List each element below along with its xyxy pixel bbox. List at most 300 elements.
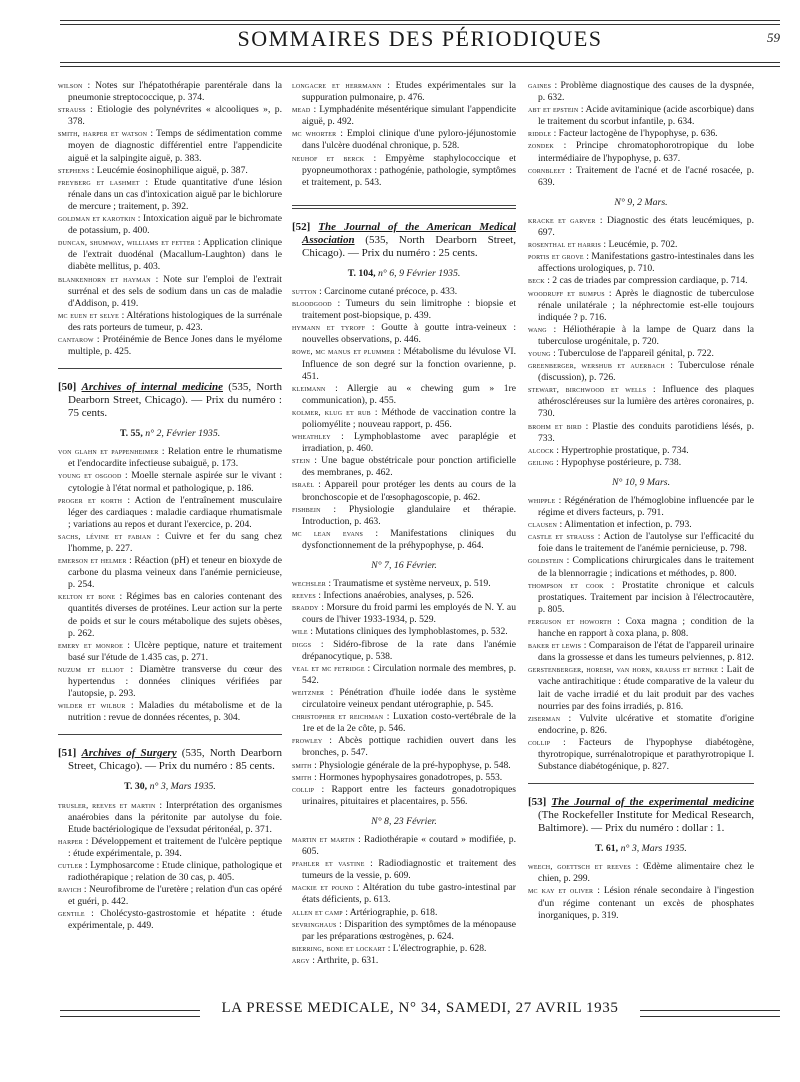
issue-date: N° 9, 2 Mars.: [614, 196, 668, 208]
article-title: : Leucémie, p. 702.: [601, 239, 678, 251]
article-entry: [292, 346, 516, 382]
header-rule-top: [60, 20, 780, 25]
issue-date: n° 2, Février 1935.: [145, 428, 221, 440]
article-title: : L'électrographie, p. 628.: [385, 942, 487, 954]
article-authors: cutler: [58, 860, 83, 870]
article-title: : Leucémie éosinophilique aiguë, p. 387.: [89, 164, 248, 176]
article-entry: [58, 165, 282, 177]
article-authors: israël: [292, 480, 315, 490]
article-entry: [58, 446, 282, 470]
article-entry: [58, 640, 282, 664]
article-title: : Développement et traitement de l'ulcère peptique : étude expérimentale, p. 394.: [68, 835, 282, 859]
article-authors: pfahler et vastine: [292, 859, 365, 869]
article-title: : Lymphadénite mésentérique simulant l'appendicite aiguë, p. 492.: [302, 104, 516, 128]
article-entry: [528, 616, 754, 640]
article-entry: [292, 907, 516, 919]
article-authors: cornbleet: [528, 165, 566, 175]
article-entry: [528, 713, 754, 737]
article-entry: [528, 384, 754, 420]
article-entry: [58, 860, 282, 884]
column-right: [528, 80, 754, 922]
journal-heading: [58, 381, 282, 420]
section-divider: [292, 205, 516, 209]
journal-name: Archives of internal medicine: [81, 381, 224, 394]
article-authors: collip: [528, 737, 551, 747]
article-authors: wilder et wilbur: [58, 701, 126, 711]
article-entry: [292, 578, 516, 590]
article-title: : Luxation costo-vertébrale de la 1re et de la 2e côte, p. 546.: [302, 711, 516, 735]
article-entry: [292, 383, 516, 407]
article-title: : Traitement de l'acné et de l'acné rosacée, p. 639.: [538, 164, 754, 188]
issue-heading: [292, 816, 516, 828]
article-title: : Coxa magna ; condition de la hanche en rapport à coxa plana, p. 808.: [538, 615, 754, 640]
journal-details: (The Rockefeller Institute for Medical Research, Baltimore). — Prix du numéro : dollar : 1.: [538, 809, 754, 835]
article-title: : Mutations cliniques des lymphoblastomes, p. 532.: [307, 626, 508, 638]
article-title: : Allergie au « chewing gum » 1re communication), p. 455.: [302, 382, 516, 406]
article-entry: [292, 602, 516, 626]
article-entry: [528, 275, 754, 287]
article-authors: rosenthal et harris: [528, 240, 601, 250]
article-entry: [292, 858, 516, 882]
article-authors: longacre et herrmann: [292, 81, 382, 90]
article-entry: [528, 104, 754, 128]
article-authors: baker et lewis: [528, 641, 582, 651]
article-entry: [292, 919, 516, 943]
article-entry: [58, 908, 282, 932]
article-authors: stein: [292, 456, 310, 466]
article-entry: [528, 737, 754, 773]
article-entry: [292, 298, 516, 322]
article-title: : Tumeurs du sein limitrophe : biopsie et traitement post-biopsique, p. 439.: [302, 298, 516, 322]
article-title: : Traumatisme et système nerveux, p. 519.: [325, 578, 491, 590]
article-title: : Complications chirurgicales dans le traitement de la blennorragie ; indications et méthodes, p. 800.: [538, 555, 754, 579]
article-title: : Principe chromatophorotropique du lobe intermédiaire de l'hypophyse, p. 637.: [538, 140, 754, 164]
article-title: : Note sur l'emploi de l'extrait surrénal et des sels de sodium dans un cas de maladie d'Addison, p. 419.: [68, 273, 282, 309]
article-authors: proger et korth: [58, 495, 123, 505]
issue-heading: [528, 197, 754, 209]
article-authors: young et osgood: [58, 471, 122, 481]
article-title: : Radiothérapie « coutard » modifiée, p. 605.: [302, 833, 516, 858]
article-entry: [58, 555, 282, 591]
article-entry: [292, 286, 516, 298]
article-title: : Radiodiagnostic et traitement des tumeurs de la vessie, p. 609.: [302, 858, 516, 882]
issue-volume: T. 30,: [124, 781, 148, 793]
article-title: : Hypertrophie prostatique, p. 734.: [553, 444, 689, 456]
journal-number: [52]: [292, 220, 311, 233]
article-authors: veal et mc fetridge: [292, 663, 365, 673]
article-authors: freyberg et lashmet: [58, 177, 140, 187]
article-authors: blankenhorn et hayman: [58, 274, 151, 284]
article-entry: [58, 664, 282, 700]
issue-volume: T. 61,: [595, 843, 619, 855]
article-authors: christopher et reichman: [292, 712, 384, 722]
article-title: : Infections anaérobies, analyses, p. 526.: [315, 590, 474, 602]
article-entry: [58, 800, 282, 836]
article-entry: [292, 455, 516, 479]
article-title: : Tuberculose rénale (discussion), p. 726.: [538, 360, 754, 384]
article-authors: kolmer, klug et rub: [292, 407, 371, 417]
article-authors: thompson et cook: [528, 580, 604, 590]
article-entry: [292, 834, 516, 858]
article-authors: alcock: [528, 445, 554, 455]
article-title: : Problème diagnostique des causes de la dyspnée, p. 632.: [538, 80, 754, 104]
section-divider: [58, 368, 282, 369]
article-title: : Prostatite chronique et calculs prostatiques. Traitement par incision à l'électrocautère, p. 805.: [538, 579, 754, 615]
issue-volume: T. 55,: [119, 428, 143, 440]
article-entry: [528, 165, 754, 189]
article-entry: [292, 639, 516, 663]
article-authors: sachs, lévine et fabian: [58, 531, 152, 541]
article-title: : Une bague obstétricale pour ponction artificielle des membranes, p. 462.: [302, 455, 516, 479]
article-entry: [58, 836, 282, 860]
article-entry: [292, 104, 516, 128]
article-authors: duncan, shumway, williams et fetter: [58, 238, 195, 248]
article-authors: rowe, mc manus et plummer: [292, 347, 395, 357]
journal-name: Archives of Surgery: [81, 747, 177, 760]
article-entry: [292, 431, 516, 455]
article-title: : Altération du tube gastro-intestinal par états déficients, p. 613.: [302, 882, 517, 906]
article-entry: [292, 784, 516, 808]
article-title: : Après le diagnostic de tuberculose rénale unilatérale ; la néphrectomie est-elle toujours indiquée ? p. 716.: [538, 287, 755, 323]
article-authors: gerstenberger, horesh, van horn, krauss et bethke: [528, 665, 719, 675]
article-authors: neuhof et berck: [292, 153, 365, 163]
article-entry: [58, 237, 282, 273]
article-title: : Altérations histologiques de la surrénale des rats porteurs de tumeur, p. 423.: [68, 309, 282, 333]
article-authors: strauss: [58, 105, 86, 115]
article-authors: mc euen et selye: [58, 310, 119, 320]
article-title: : Diamètre transverse du cœur des hypertendus : données cliniques vérifiées par l'autopsie, p. 293.: [68, 663, 282, 700]
article-authors: weech, goettsch et reeves: [528, 862, 631, 872]
article-entry: [528, 519, 754, 531]
article-title: : Tuberculose de l'appareil génital, p. 722.: [550, 347, 714, 359]
article-entry: [58, 700, 282, 724]
article-entry: [292, 735, 516, 759]
article-authors: greenberger, wershub et auerbach: [528, 361, 665, 371]
article-entry: [58, 470, 282, 494]
article-authors: diggs: [292, 639, 312, 649]
article-entry: [292, 882, 516, 906]
article-title: : Disparition des symptômes de la ménopause par les préparations œstrogènes, p. 624.: [302, 918, 516, 942]
article-authors: ferguson et howorth: [528, 616, 612, 626]
article-authors: geiling: [528, 457, 554, 467]
article-authors: bloodgood: [292, 299, 332, 309]
article-title: : Influence des plaques athéroscléreuses sur la lumière des artères coronaires, p. 730.: [538, 384, 755, 420]
article-title: : Lésion rénale secondaire à l'ingestion d'un régime contenant un excès de phosphates inorganiques, p. 319.: [538, 885, 754, 921]
article-authors: goldman et karotkin: [58, 214, 136, 224]
footer-title: LA PRESSE MEDICALE, N° 34, SAMEDI, 27 AVRIL 1935: [200, 1000, 640, 1017]
issue-heading: [292, 268, 516, 280]
article-authors: mead: [292, 105, 311, 115]
article-authors: allen et camp: [292, 907, 343, 917]
article-authors: reeves: [292, 591, 316, 601]
article-authors: whipple: [528, 496, 556, 505]
article-entry: [292, 322, 516, 346]
article-entry: [58, 310, 282, 334]
article-entry: [292, 80, 516, 104]
article-entry: [58, 274, 282, 310]
footer-rule-right: [640, 1010, 780, 1017]
article-authors: ravich: [58, 885, 82, 895]
article-title: : Interprétation des organismes anaérobies dans la péritonite par autolyse du foie. Etude bactériologique de l'exsudat péritonéal, p. 371.: [68, 799, 282, 835]
article-authors: gentile: [58, 909, 85, 919]
article-title: : Lymphosarcome : Etude clinique, pathologique et radiothérapique ; relation de 30 cas, p. 405.: [68, 859, 282, 884]
article-entry: [292, 153, 516, 189]
article-title: : Plastie des conduits parotidiens lésés, p. 733.: [538, 420, 754, 444]
article-authors: stewart, birchwood et wells: [528, 385, 647, 395]
journal-heading: [528, 796, 754, 835]
article-title: : Application clinique de l'extrait duodénal (Macallum-Laughton) dans le diabète mellitus, p. 403.: [68, 237, 282, 273]
article-authors: gaines: [528, 81, 552, 90]
article-title: : Goutte à goutte intra-veineux : nouvelles observations, p. 446.: [302, 322, 517, 346]
journal-details: (535, North Dearborn Street, Chicago). — Prix du numéro : 25 cents.: [302, 233, 516, 259]
article-authors: harper: [58, 836, 83, 846]
article-title: : Etude quantitative d'une lésion rénale dans un cas d'intoxication aiguë par le bichlorure de mercure ; traitement, p. 392.: [68, 176, 282, 212]
article-title: : Intoxication aiguë par le bichromate de potassium, p. 400.: [68, 213, 282, 237]
article-entry: [528, 457, 754, 469]
article-title: : Action de l'entraînement musculaire léger des cardiaques : maladie cardiaque rhumatismale ; variations au repos et durant l'exercice, p. 204.: [68, 494, 282, 530]
article-authors: hymann et tyroff: [292, 323, 366, 333]
article-entry: [292, 407, 516, 431]
article-title: : Réaction (pH) et teneur en bioxyde de carbone du plasma veineux dans l'anémie pernicieuse, p. 254.: [68, 555, 282, 591]
article-entry: [292, 955, 516, 967]
article-title: : Sidéro-fibrose de la rate dans l'anémie drépanocytique, p. 538.: [302, 638, 516, 662]
article-title: : Carcinome cutané précoce, p. 433.: [316, 285, 458, 297]
article-entry: [58, 531, 282, 555]
article-entry: [528, 80, 754, 104]
section-divider: [528, 783, 754, 784]
issue-date: N° 10, 9 Mars.: [611, 476, 671, 488]
article-authors: smith: [292, 760, 312, 770]
article-entry: [58, 591, 282, 639]
article-title: : Abcès pottique rachidien ouvert dans les bronches, p. 547.: [302, 735, 516, 759]
article-entry: [292, 528, 516, 552]
article-title: : Pénétration d'huile iodée dans le système circulatoire veineux pendant utérographie, p. 545.: [302, 686, 516, 711]
article-authors: castle et strauss: [528, 532, 595, 542]
article-title: : Vulvite ulcérative et stomatite d'origine endocrine, p. 826.: [538, 712, 754, 736]
page-footer: [60, 1000, 780, 1020]
article-authors: frowley: [292, 736, 323, 746]
column-middle: [292, 80, 516, 967]
article-entry: [528, 531, 754, 555]
article-title: : Facteurs de l'hypophyse diabétogène, thyrotropique, surrénalotropique et parathyrotropique I. Substance diabétogénique, p. 827.: [538, 736, 754, 773]
article-entry: [528, 215, 754, 239]
article-title: : Régimes bas en calories contenant des quantités diverses de protéines. Leur action sur la perte de poids et sur le cours métabolique des sujets obèses, p. 262.: [68, 591, 282, 639]
article-title: : Hormones hypophysaires gonadotropes, p. 553.: [311, 771, 503, 783]
article-authors: kracke et garver: [528, 215, 596, 225]
article-authors: stephens: [58, 165, 90, 175]
article-authors: von glahn et pappenheimer: [58, 447, 159, 457]
journal-details: (535, North Dearborn Street, Chicago). — Prix du numéro : 85 cents.: [68, 747, 283, 773]
article-authors: argy: [292, 955, 310, 965]
article-entry: [58, 884, 282, 908]
article-authors: cantarow: [58, 334, 94, 344]
article-authors: woodruff et bumpus: [528, 288, 605, 298]
article-entry: [292, 504, 516, 528]
issue-volume: T. 104,: [347, 267, 376, 279]
article-entry: [528, 348, 754, 360]
article-entry: [292, 772, 516, 784]
article-title: : Emploi clinique d'une pyloro-jéjunostomie dans l'ulcère duodénal chronique, p. 528.: [302, 128, 516, 152]
article-entry: [292, 760, 516, 772]
article-title: : Lait de vache antirachitique : étude comparative de la valeur du lait de vache irradié et du lait produit par des vaches nourries par des foins irradiés, p. 816.: [538, 664, 754, 712]
article-title: : Temps de sédimentation comme moyen de diagnostic différentiel entre l'appendicite aiguë et la salpingite aiguë, p. 383.: [68, 128, 282, 164]
article-authors: fishbein: [292, 504, 321, 514]
article-title: : Œdème alimentaire chez le chien, p. 299.: [538, 861, 754, 885]
article-authors: beck: [528, 276, 545, 286]
article-entry: [528, 421, 754, 445]
article-title: : Lymphoblastome avec paraplégie et irradiation, p. 460.: [302, 431, 516, 455]
article-entry: [528, 640, 754, 664]
article-entry: [528, 664, 754, 712]
article-authors: wechsler: [292, 579, 326, 589]
journal-heading: [58, 747, 282, 773]
article-authors: zondek: [528, 141, 554, 151]
article-entry: [292, 590, 516, 602]
article-authors: wang: [528, 324, 547, 334]
page-title: SOMMAIRES DES PÉRIODIQUES: [237, 26, 603, 51]
issue-date: N° 8, 23 Février.: [371, 815, 437, 827]
article-authors: kelton et bone: [58, 592, 116, 602]
article-authors: sutton: [292, 286, 317, 296]
article-title: : Méthode de vaccination contre la poliomyélite ; nouveau rapport, p. 456.: [302, 406, 517, 430]
article-authors: riddle: [528, 129, 552, 139]
article-authors: mackie et pound: [292, 883, 354, 893]
article-authors: mc lean evans: [292, 528, 364, 538]
article-entry: [528, 324, 754, 348]
article-entry: [528, 128, 754, 140]
journal-heading: [292, 221, 516, 260]
article-title: : Physiologie générale de la pré-hypophyse, p. 548.: [311, 759, 511, 771]
article-title: : Relation entre le rhumatisme et l'endocardite infectieuse subaiguë, p. 173.: [68, 446, 282, 470]
article-title: : Arthrite, p. 631.: [309, 954, 379, 966]
article-entry: [292, 687, 516, 711]
article-authors: young: [528, 348, 551, 358]
journal-number: [51]: [58, 747, 77, 760]
page-number: 59: [767, 30, 780, 45]
article-entry: [58, 334, 282, 358]
article-authors: martin et martin: [292, 834, 355, 844]
article-title: : Manifestations gastro-intestinales dans les affections urologiques, p. 710.: [538, 251, 754, 275]
article-authors: mc whorter: [292, 129, 337, 139]
page-header: [60, 20, 780, 70]
issue-date: N° 7, 16 Février.: [371, 560, 437, 571]
article-title: : Artériographie, p. 618.: [342, 906, 438, 918]
article-title: : Régénération de l'hémoglobine influencée par le régime et divers facteurs, p. 791.: [538, 495, 754, 519]
article-title: : 2 cas de triades par compression cardiaque, p. 714.: [544, 275, 748, 287]
article-authors: sevringhaus: [292, 919, 337, 929]
article-entry: [528, 445, 754, 457]
article-authors: emerson et helmer: [58, 556, 127, 566]
article-title: : Protéinémie de Bence Jones dans le myélome multiple, p. 425.: [68, 333, 282, 358]
article-entry: [528, 288, 754, 324]
article-authors: smith, harper et watson: [58, 129, 148, 139]
article-title: : Rapport entre les facteurs gonadotropiques urinaires, pituitaires et placentaires, p. 556.: [302, 783, 516, 807]
issue-date: n° 3, Mars 1935.: [620, 843, 687, 855]
issue-heading: [58, 428, 282, 440]
section-divider: [58, 734, 282, 735]
article-entry: [292, 943, 516, 955]
article-title: : Acide avitaminique (acide ascorbique) dans le traitement du scorbut infantile, p. 634.: [538, 104, 754, 128]
article-title: : Cuivre et fer du sang chez l'homme, p. 227.: [68, 530, 283, 554]
header-rule-bottom: [60, 62, 780, 67]
article-authors: clausen: [528, 520, 558, 530]
article-authors: wilson: [58, 81, 83, 90]
article-title: : Action de l'autolyse sur l'efficacité du foie dans le traitement de l'anémie pernicieuse, p. 798.: [538, 531, 754, 555]
article-title: : Empyème staphylococcique et pyopneumothorax : pathogénie, pathologie, symptômes et traitement, p. 543.: [302, 152, 516, 188]
article-entry: [58, 80, 282, 104]
article-entry: [528, 861, 754, 885]
article-entry: [528, 360, 754, 384]
article-title: : Héliothérapie à la lampe de Quarz dans la tuberculose urogénitale, p. 720.: [538, 323, 754, 347]
article-entry: [292, 479, 516, 503]
journal-name: The Journal of the experimental medicine: [551, 796, 754, 809]
article-authors: brohm et bird: [528, 421, 582, 431]
article-title: : Appareil pour protéger les dents au cours de la bronchoscopie et de l'œsophagoscopie, p. 462.: [302, 479, 516, 503]
article-title: : Maladies du métabolisme et de la nutrition : revue de données récentes, p. 304.: [68, 700, 283, 724]
issue-heading: [528, 477, 754, 489]
article-title: : Cholécysto-gastrostomie et hépatite : étude expérimentale, p. 449.: [68, 908, 282, 932]
article-entry: [528, 239, 754, 251]
article-entry: [58, 177, 282, 213]
article-entry: [292, 626, 516, 638]
article-entry: [58, 104, 282, 128]
article-title: : Circulation normale des membres, p. 542.: [302, 662, 516, 686]
article-authors: abt et epstein: [528, 105, 579, 115]
article-title: : Comparaison de l'état de l'appareil urinaire dans la grossesse et dans les tumeurs pelviennes, p. 812.: [538, 640, 754, 664]
article-entry: [58, 128, 282, 164]
article-authors: smith: [292, 772, 312, 782]
issue-heading: [528, 843, 754, 855]
article-authors: wile: [292, 627, 308, 637]
article-title: : Etudes expérimentales sur la suppuration pulmonaire, p. 476.: [302, 80, 516, 104]
article-authors: braddy: [292, 603, 319, 613]
column-left: [58, 80, 282, 933]
article-entry: [58, 495, 282, 531]
article-entry: [292, 128, 516, 152]
article-title: : Notes sur l'hépatothérapie parentérale dans la pneumonie streptococcique, p. 374.: [68, 80, 282, 104]
journal-number: [53]: [528, 796, 547, 809]
article-entry: [528, 251, 754, 275]
journal-name: The Journal of the American Medical Association: [302, 220, 517, 246]
article-title: : Manifestations cliniques du dysfonctionnement de la préhypophyse, p. 464.: [302, 527, 516, 551]
article-title: : Morsure du froid parmi les employés de N. Y. au cours de l'hiver 1933-1934, p. 529.: [302, 602, 516, 626]
journal-number: [50]: [58, 381, 77, 394]
article-title: : Moelle sternale aspirée sur le vivant : cytologie à l'état normal et pathologique, p. 186.: [68, 470, 282, 494]
article-authors: mc kay et oliver: [528, 886, 594, 896]
article-title: : Diagnostic des états leucémiques, p. 697.: [538, 214, 754, 239]
article-authors: bierring, bone et lockart: [292, 943, 386, 953]
article-authors: wheathley: [292, 432, 331, 442]
article-authors: trusler, reeves et martin: [58, 800, 156, 810]
article-authors: goldstein: [528, 556, 564, 566]
article-title: : Physiologie glandulaire et thérapie. Introduction, p. 463.: [302, 503, 516, 527]
article-authors: collip: [292, 784, 315, 794]
article-authors: kleimann: [292, 383, 326, 393]
article-title: : Etiologie des polynévrites « alcooliques », p. 378.: [68, 104, 282, 128]
article-entry: [528, 580, 754, 616]
issue-date: n° 6, 9 Février 1935.: [378, 267, 461, 279]
article-title: : Alimentation et infection, p. 793.: [557, 519, 692, 531]
article-authors: nuzum et elliot: [58, 664, 124, 674]
article-title: : Facteur lactogène de l'hypophyse, p. 636.: [551, 128, 718, 140]
article-title: : Hypophyse postérieure, p. 738.: [553, 456, 682, 468]
article-entry: [528, 555, 754, 579]
article-entry: [292, 663, 516, 687]
article-authors: emery et monroe: [58, 640, 123, 650]
issue-date: n° 3, Mars 1935.: [149, 781, 216, 793]
journal-details: (535, North Dearborn Street, Chicago). — Prix du numéro : 75 cents.: [68, 381, 282, 420]
article-authors: weitzner: [292, 687, 325, 697]
